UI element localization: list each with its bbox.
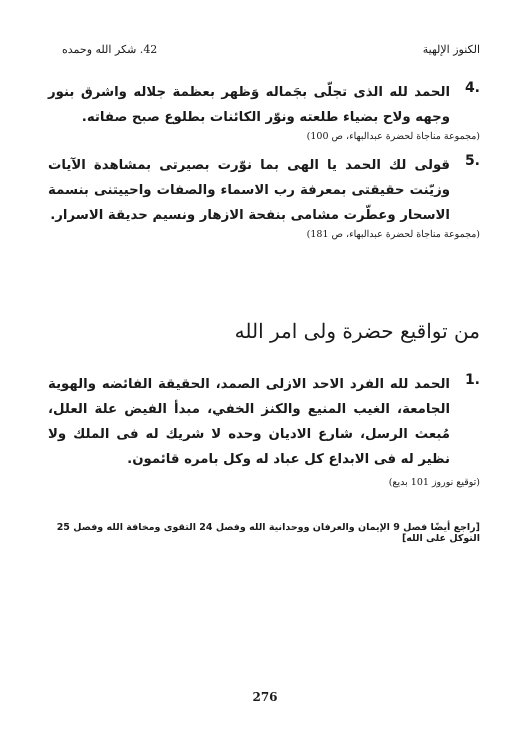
cross-reference-note: [راجع أيضًا فصل 9 الإيمان والعرفان ووحدانية الله وفصل 24 التقوى ومخافة الله وفصل 25 التوكل على الله]	[56, 522, 480, 544]
section-heading: من تواقيع حضرة ولى امر الله	[234, 319, 480, 343]
entry-text: الحمد لله الفرد الاحد الازلى الصمد، الحقيقة الفائضه والهوية الجامعة، الغيب المنيع والكنز الخفي، مبدأ الفيض علة العلل، مُبعث الرسل، شارع الاديان وحده لا شريك له فى الملك ولا نظير له فى الابداع كل عباد له وكل بامره قائمون.	[48, 377, 450, 467]
running-header-chapter: 42. شكر الله وحمده	[62, 43, 158, 56]
entry-text: الحمد لله الذى تجلّى بجَماله وَظهر بعظمة جلاله واشرق بنور وجهه ولاح بضياء طلعته ونوّر الكائنات بطلوع صبح صفاته.	[48, 85, 450, 125]
entry-source: (توقيع نوروز 101 بديع)	[388, 477, 480, 488]
entry-1	[48, 372, 480, 490]
entry-number: 4.	[464, 80, 480, 96]
entry-source: (مجموعة مناجاة لحضرة عبدالبهاء، ص 100)	[306, 131, 480, 142]
entry-4	[48, 80, 480, 144]
entry-5	[48, 153, 480, 242]
entry-number: 5.	[464, 153, 480, 169]
entry-source: (مجموعة مناجاة لحضرة عبدالبهاء، ص 181)	[306, 229, 480, 240]
entry-text: قولى لك الحمد يا الهى بما نوّرت بصيرتى بمشاهدة الآيات وزيّنت حقيقتى بمعرفة رب الاسماء والصفات واحييتنى بنسمة الاسحار وعطّرت مشامى بنفحة الازهار ونسيم حديقة الاسرار.	[48, 158, 450, 223]
page-number: 276	[252, 690, 278, 704]
entry-number: 1.	[464, 372, 480, 388]
running-header-book-title: الكنوز الإلهية	[422, 43, 480, 56]
